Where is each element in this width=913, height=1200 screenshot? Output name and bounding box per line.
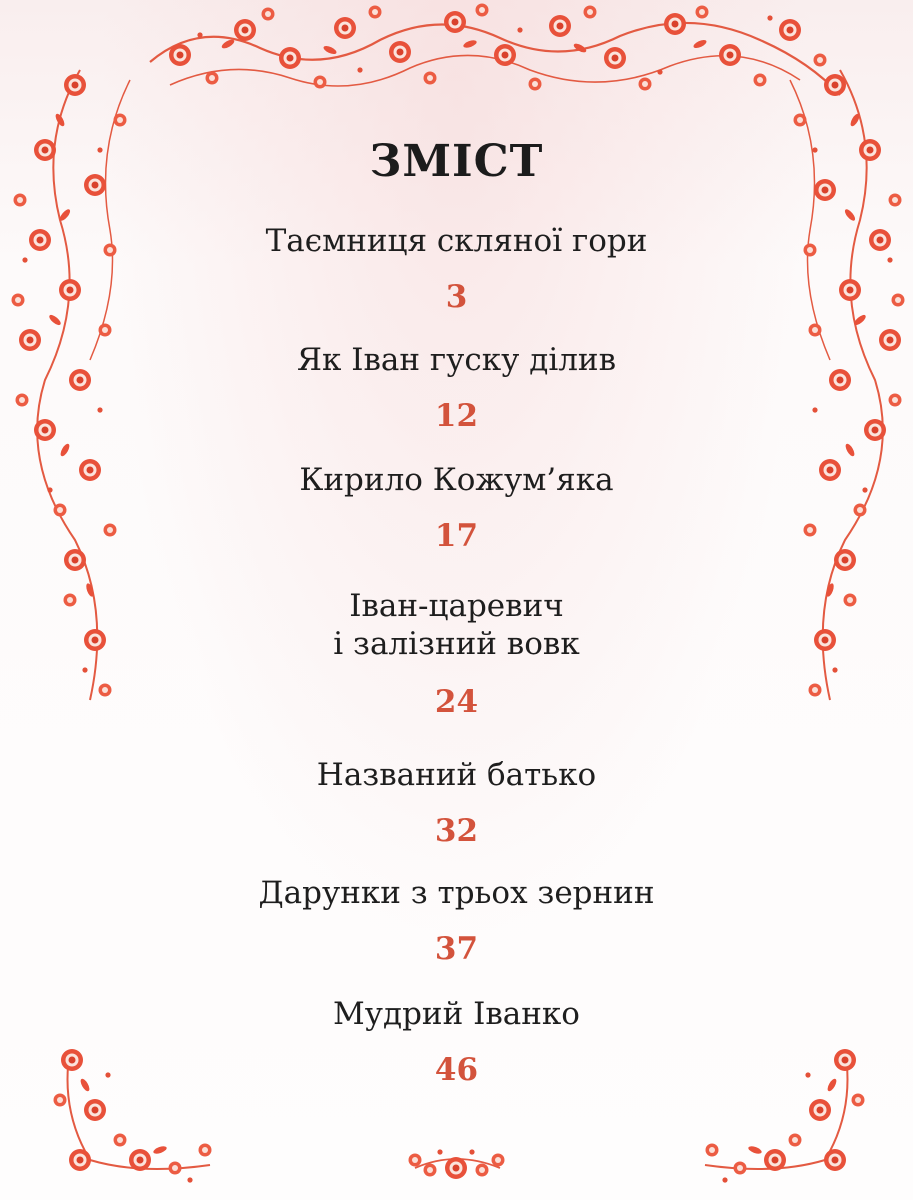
- toc-entry-title[interactable]: Дарунки з трьох зернин: [258, 875, 655, 911]
- toc-entry-page: 24: [434, 684, 479, 720]
- contents-heading: ЗМІСТ: [369, 136, 544, 187]
- toc-entry[interactable]: [150, 874, 763, 968]
- toc-entry-page: 3: [445, 279, 468, 315]
- toc-entry-title[interactable]: Як Іван гуску ділив: [296, 342, 617, 378]
- toc-entry-title[interactable]: Іван-царевич і залізний вовк: [333, 588, 580, 662]
- toc-entry-page: 37: [434, 931, 479, 967]
- toc-entry[interactable]: [150, 461, 763, 555]
- toc-entry-page: 17: [434, 518, 479, 554]
- toc-entry-page: 12: [434, 398, 479, 434]
- bottom-center-ornament: [409, 1149, 505, 1179]
- toc-entry-title[interactable]: Кирило Кожум’яка: [299, 462, 614, 498]
- top-garland: [150, 4, 840, 96]
- toc-entry-title[interactable]: Мудрий Іванко: [333, 996, 580, 1032]
- toc-entry[interactable]: [150, 756, 763, 850]
- toc-entry-page: 46: [434, 1052, 479, 1088]
- toc-entry-title[interactable]: Названий батько: [316, 757, 597, 793]
- toc-entry[interactable]: [150, 341, 763, 435]
- toc-entry[interactable]: [150, 222, 763, 316]
- toc-entry-page: 32: [434, 813, 479, 849]
- toc-entry-title[interactable]: Таємниця скляної гори: [265, 223, 648, 259]
- toc-entry[interactable]: [150, 995, 763, 1089]
- toc-entry[interactable]: [150, 587, 763, 721]
